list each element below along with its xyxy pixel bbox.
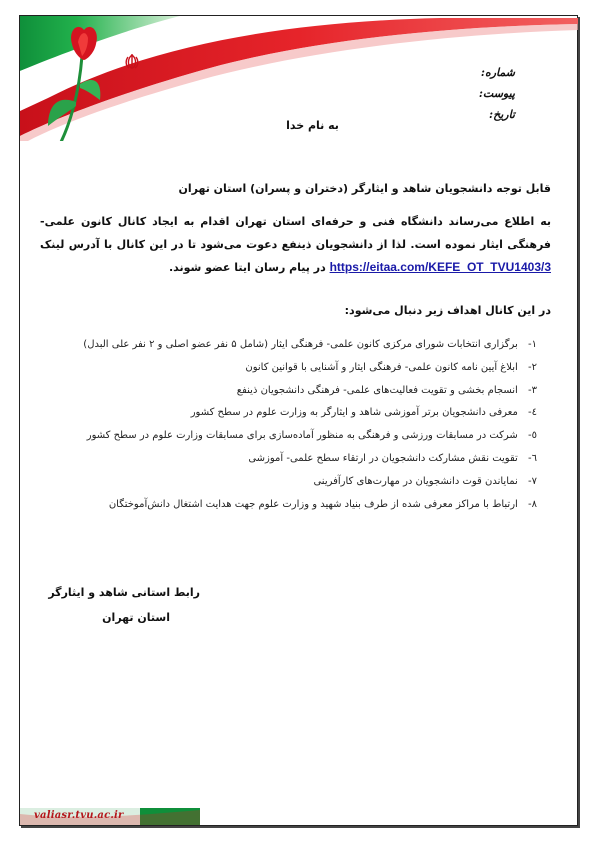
- goal-item: ٦- تقویت نقش مشارکت دانشجویان در ارتقاء سطح علمی- آموزشی: [248, 452, 537, 464]
- paragraph-text: به اطلاع می‌رساند دانشگاه فنی و حرفه‌ای استان تهران اقدام به ایجاد کانال کانون علمی- فرهنگی ایثار نموده است. لذا از دانشجویان ذینفع دعوت می‌شود تا در این کانال با آدرس لینک: [40, 215, 551, 251]
- goal-item: ٤- معرفی دانشجویان برتر آموزشی شاهد و ایثارگر به وزارت علوم در سطح کشور: [190, 407, 537, 419]
- footer-site-text: valiasr.tvu.ac.ir: [34, 810, 124, 821]
- paragraph-tail: در پیام رسان ایتا عضو شوند.: [168, 261, 326, 274]
- footer-watermark: [20, 808, 200, 825]
- bismillah-heading: به نام خدا: [286, 119, 339, 132]
- goals-list: [50, 334, 537, 516]
- announcement-paragraph: [40, 210, 551, 279]
- goal-item: ۷- نمایاندن قوت دانشجویان در مهارت‌های کارآفرینی: [313, 475, 537, 487]
- goal-item: ٥- شرکت در مسابقات ورزشی و فرهنگی به منظور آماده‌سازی برای مسابقات وزارت علوم در سطح کشور: [86, 430, 537, 442]
- addressee-line: قابل توجه دانشجویان شاهد و ایثارگر (دختران و پسران) استان تهران: [178, 182, 551, 195]
- signature-province: استان تهران: [102, 611, 170, 624]
- goals-title: در این کانال اهداف زیر دنبال می‌شود:: [344, 304, 551, 317]
- date-label: تاریخ:: [489, 108, 515, 121]
- signature-title: رابط استانی شاهد و ایثارگر: [48, 586, 200, 599]
- channel-link[interactable]: https://eitaa.com/KEFE_OT_TVU1403/3: [329, 260, 551, 274]
- letter-meta-labels: [479, 62, 515, 125]
- number-label: شماره:: [480, 66, 515, 79]
- goal-item: ۸- ارتباط با مراکز معرفی شده از طرف بنیاد شهید و وزارت علوم جهت هدایت اشتغال دانش‌آموختگان: [108, 498, 537, 510]
- goal-item: ۱- برگزاری انتخابات شورای مرکزی کانون علمی- فرهنگی ایثار (شامل ۵ نفر عضو اصلی و ۲ نفر علی البدل): [83, 339, 537, 350]
- attachment-label: پیوست:: [478, 87, 515, 100]
- goal-item: ۳- انسجام بخشی و تقویت فعالیت‌های علمی- فرهنگی دانشجویان ذینفع: [236, 384, 537, 396]
- goal-item: ۲- ابلاغ آیین نامه کانون علمی- فرهنگی ایثار و آشنایی با قوانین کانون: [245, 361, 537, 373]
